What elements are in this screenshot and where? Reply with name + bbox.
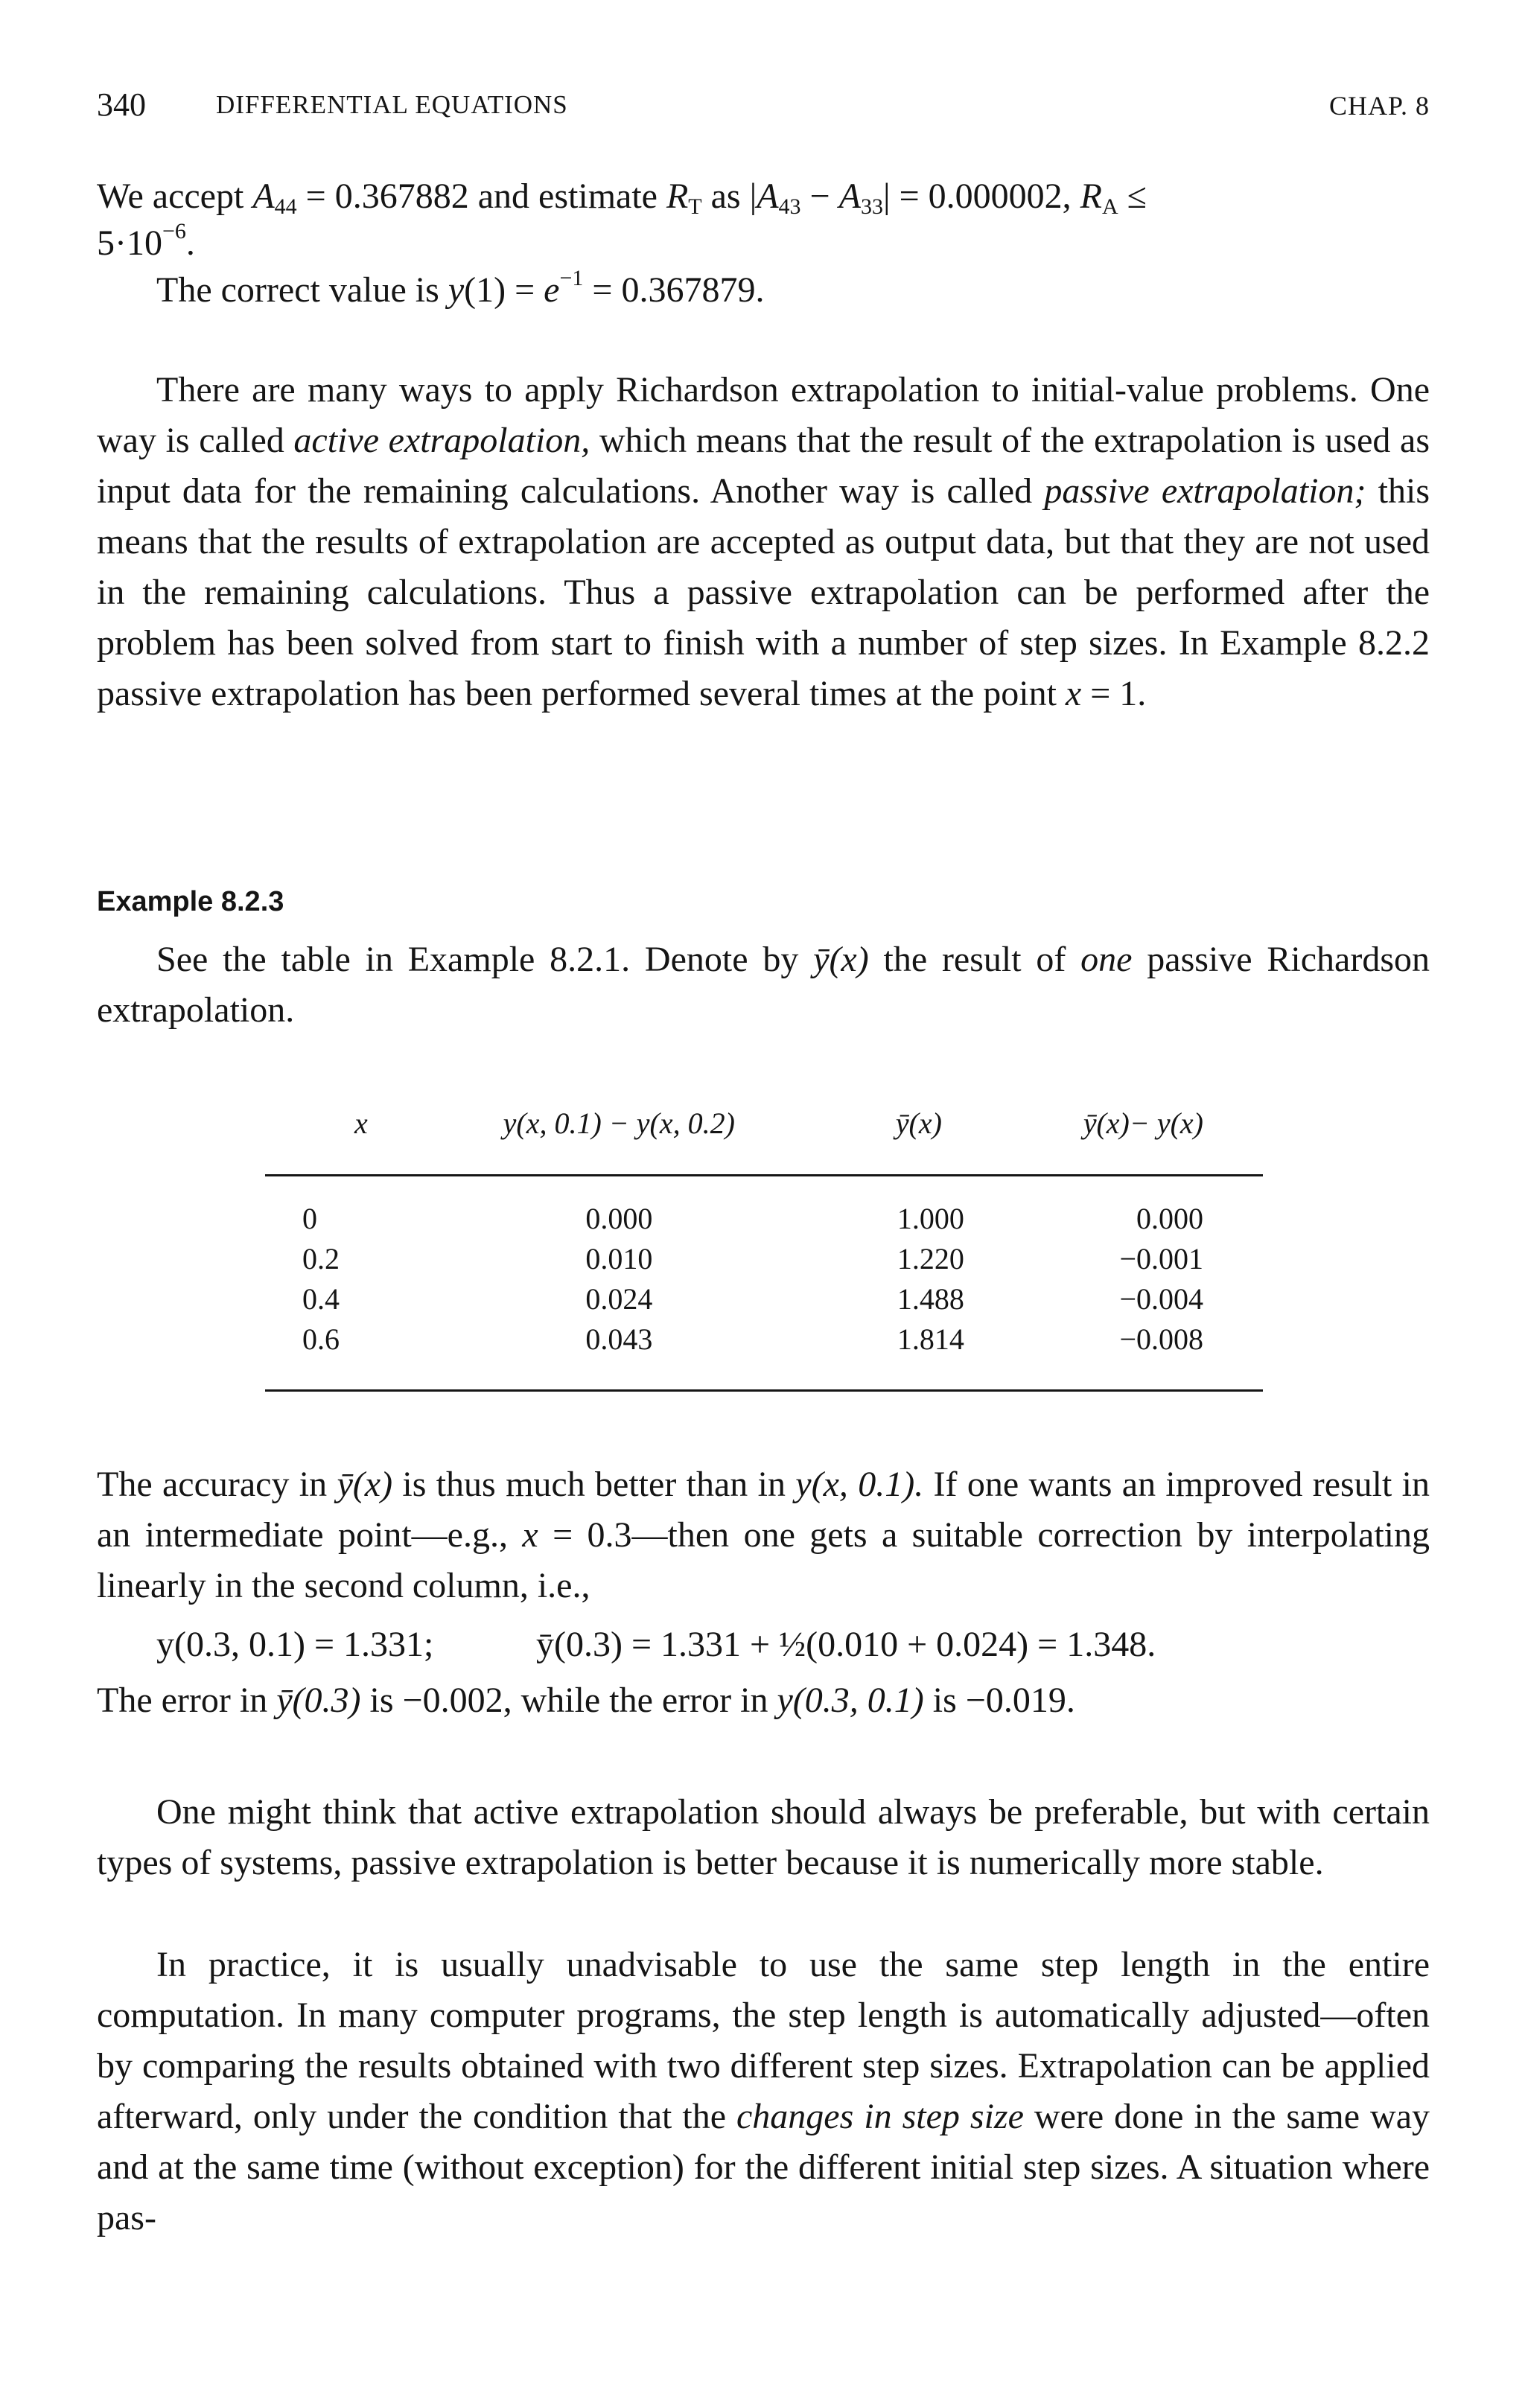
intro-line-1: We accept $A_{44} = 0.367882$ and estimate $R_T$ as $|A_{43} - A_{33}| = 0.000002$, $R_A$ ≤ [97, 176, 1147, 219]
chapter-label: CHAP. 8 [1328, 91, 1430, 121]
term-passive-extrapolation: passive extrapolation; [1044, 471, 1366, 511]
paragraph-accuracy: The accuracy in ȳ(x) is thus much better than in y(x, 0.1). If one wants an improved result in an intermediate point—e.g., x = 0.3—then one gets a suitable correction by interpolating linearly in the second column, i.e., [97, 1465, 1430, 1605]
page-number: 340 [97, 86, 146, 123]
paragraph-stability: One might think that active extrapolation should always be preferable, but with certain types of systems, passive extrapolation is better because it is numerically more stable. [97, 1792, 1430, 1882]
example-heading: Example 8.2.3 [97, 886, 284, 917]
table-row: 0.4 0.024 1.488 −0.004 [302, 1282, 1203, 1316]
column-header-x: x [354, 1106, 368, 1140]
column-header-ybar: ȳ(x) [895, 1106, 942, 1140]
paragraph-extrapolation-types: There are many ways to apply Richardson extrapolation to initial-value problems. One way is called active extrapolation, which means that the result of the extrapolation is used as input data for the remaining calculations. Another way is called passive extrapolation; this means that the results of extrapolation are accepted as output data, but that they are not used in the remaining calculations. Thus a passive extrapolation can be performed after the problem has been solved from start to finish with a number of step sizes. In Example 8.2.2 passive extrapolation has been performed several times at the point x = 1. [97, 370, 1430, 713]
table-header-row [265, 1106, 1263, 1176]
table-row: 0.6 0.043 1.814 −0.008 [302, 1322, 1203, 1356]
term-changes-in-step-size: changes in step size [736, 2097, 1024, 2136]
equation-right: ȳ(0.3) = 1.331 + ½(0.010 + 0.024) = 1.348. [536, 1625, 1156, 1664]
example-block: Example 8.2.3 See the table in Example 8.2.1. Denote by ȳ(x) the result of one passive Richardson extrapolation. [97, 886, 1430, 1030]
column-header-difference: y(x, 0.1) − y(x, 0.2) [503, 1106, 735, 1140]
paragraph-error: The error in ȳ(0.3) is −0.002, while the error in y(0.3, 0.1) is −0.019. [97, 1681, 1075, 1720]
table-row: 0 0.000 1.000 0.000 [302, 1202, 1203, 1235]
page-header [97, 86, 1430, 130]
book-page [97, 78, 1430, 2386]
extrapolation-table [265, 1106, 1263, 1392]
column-header-error: ȳ(x)− y(x) [1083, 1106, 1203, 1140]
table-row: 0.2 0.010 1.220 −0.001 [302, 1242, 1203, 1275]
intro-line-2: $5\cdot 10^{-6}$. [97, 219, 195, 263]
term-active-extrapolation: active extrapolation, [293, 421, 590, 460]
paragraph-step-length: In practice, it is usually unadvisable to use the same step length in the entire computation. In many computer programs, the step length is automatically adjusted—often by comparing the results obtained with two different step sizes. Extrapolation can be applied afterward, only under the condition that the changes in step size were done in the same way and at the same time (without exception) for the different initial step sizes. A situation where pas- [97, 1945, 1430, 2237]
intro-block [97, 171, 1430, 316]
running-title: DIFFERENTIAL EQUATIONS [216, 90, 568, 119]
intro-line-3: The correct value is $y(1) = e^{-1} = 0.367879$. [156, 266, 765, 310]
equation-left: y(0.3, 0.1) = 1.331; [156, 1625, 434, 1664]
